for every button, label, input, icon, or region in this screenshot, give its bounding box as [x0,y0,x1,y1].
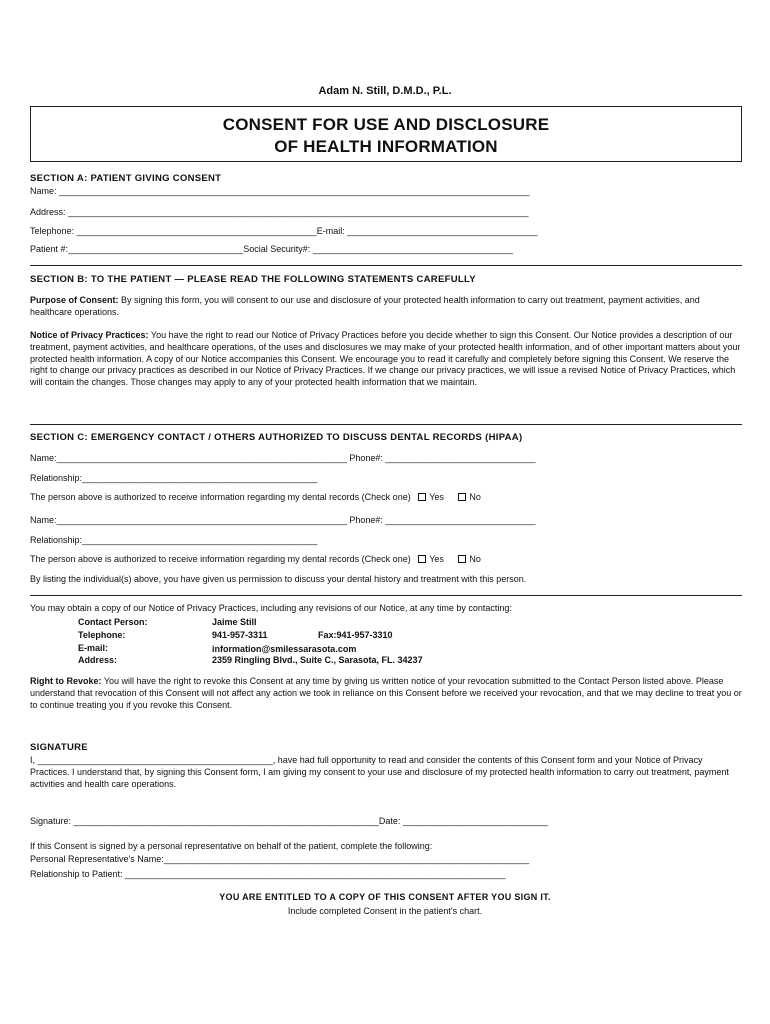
entitled-notice: YOU ARE ENTITLED TO A COPY OF THIS CONSENT AFTER YOU SIGN IT. [219,892,551,902]
section-b-heading: SECTION B: TO THE PATIENT — PLEASE READ THE FOLLOWING STATEMENTS CAREFULLY [30,274,476,285]
telephone-label: Telephone: [78,630,126,640]
representative-relationship-field[interactable]: Relationship to Patient: ____________________________________________________________________________ [30,869,506,879]
signature-acknowledgement: I, _______________________________________________, have had full opportunity to read and consider the contents of this Consent form and your Notice of Privacy Practices. I understand that, by signing this Consent form, I am giving my consent to your use and disclosure of my protected health information to carry out treatment, payment activities and health care operations. [30,755,729,789]
chart-instruction: Include completed Consent in the patient's chart. [287,906,483,916]
signature-date-field[interactable]: Signature: _____________________________________________________________Date: _____________________________ [30,816,549,826]
notice-paragraph [30,330,742,389]
notice-text: You have the right to read our Notice of Privacy Practices before you decide whether to sign this Consent. Our Notice provides a description of our treatment, payment activities, and healthcare operations, of the uses and disclosures we may make of your protected health information, and of other important matters about your protected health information. A copy of our Notice accompanies this Consent. We encourage you to read it carefully and completely before signing this Consent. We reserve the right to change our privacy practices as described in our Notice of Privacy Practices. If we change our privacy practices, we will issue a revised Notice of Privacy Practices, which will contain the changes. Those changes may apply to any of your protected health information that we maintain. [30,330,741,388]
divider [30,265,742,266]
address-value: 2359 Ringling Blvd., Suite C., Sarasota, FL. 34237 [212,655,423,665]
checkbox-icon[interactable] [418,493,426,501]
revoke-paragraph [30,676,742,711]
contact-person-label: Contact Person: [78,617,148,627]
yes-option[interactable] [418,554,444,564]
patient-number-ssn-field[interactable]: Patient #:___________________________________Social Security#: ________________________________________ [30,244,513,254]
notice-label: Notice of Privacy Practices: [30,330,149,340]
checkbox-icon[interactable] [418,555,426,563]
checkbox-icon[interactable] [458,555,466,563]
contact-1-authorization [30,492,481,502]
no-label: No [469,554,481,564]
contact-2-authorization [30,554,481,564]
no-label: No [469,492,481,502]
title-box [30,106,742,162]
patient-telephone-email-field[interactable]: Telephone: ________________________________________________E-mail: ______________________________________ [30,226,538,236]
purpose-label: Purpose of Consent: [30,295,119,305]
revoke-text: You will have the right to revoke this Consent at any time by giving us written notice of your revocation submitted to the Contact Person listed above. Please understand that revocation of this Consent will not affect any action we took in reliance on this Consent before we received your revocation, and that we may decline to treat you or to continue treating you if you revoke this Consent. [30,676,742,710]
email-link[interactable]: information@smilessarasota.com [212,644,357,654]
representative-name-field[interactable]: Personal Representative's Name:_________________________________________________________________________ [30,854,530,864]
contact-1-relationship-field[interactable]: Relationship:_______________________________________________ [30,473,318,483]
practice-name: Adam N. Still, D.M.D., P.L. [318,85,452,97]
form-title-line-2: OF HEALTH INFORMATION [274,137,498,156]
signature-heading: SIGNATURE [30,742,88,753]
yes-option[interactable] [418,492,444,502]
representative-intro: If this Consent is signed by a personal representative on behalf of the patient, complete the following: [30,841,433,851]
contact-2-relationship-field[interactable]: Relationship:_______________________________________________ [30,535,318,545]
permission-statement: By listing the individual(s) above, you have given us permission to discuss your dental history and treatment with this person. [30,574,527,584]
no-option[interactable] [458,554,481,564]
email-label: E-mail: [78,643,109,653]
contact-2-name-phone-field[interactable]: Name:__________________________________________________________ Phone#: ______________________________ [30,515,536,525]
yes-label: Yes [429,554,444,564]
patient-name-field[interactable]: Name: ______________________________________________________________________________________________ [30,186,530,196]
checkbox-icon[interactable] [458,493,466,501]
section-a-heading: SECTION A: PATIENT GIVING CONSENT [30,173,222,184]
authorization-text: The person above is authorized to receive information regarding my dental records (Check one) [30,492,411,502]
address-label: Address: [78,655,118,665]
patient-address-field[interactable]: Address: ____________________________________________________________________________________________ [30,207,529,217]
yes-label: Yes [429,492,444,502]
purpose-paragraph [30,295,742,319]
authorization-text: The person above is authorized to receive information regarding my dental records (Check one) [30,554,411,564]
form-title-line-1: CONSENT FOR USE AND DISCLOSURE [222,115,550,134]
divider [30,595,742,596]
divider [30,424,742,425]
fax-value: Fax:941-957-3310 [318,630,393,640]
contact-person-value: Jaime Still [212,617,257,627]
contact-1-name-phone-field[interactable]: Name:__________________________________________________________ Phone#: ______________________________ [30,453,536,463]
no-option[interactable] [458,492,481,502]
telephone-value: 941-957-3311 [212,630,268,640]
revoke-label: Right to Revoke: [30,676,102,686]
notice-contact-intro: You may obtain a copy of our Notice of Privacy Practices, including any revisions of our Notice, at any time by contacting: [30,603,512,613]
purpose-text: By signing this form, you will consent to our use and disclosure of your protected health information to carry out treatment, payment activities, and healthcare operations. [30,295,700,317]
section-c-heading: SECTION C: EMERGENCY CONTACT / OTHERS AUTHORIZED TO DISCUSS DENTAL RECORDS (HIPAA) [30,432,523,443]
